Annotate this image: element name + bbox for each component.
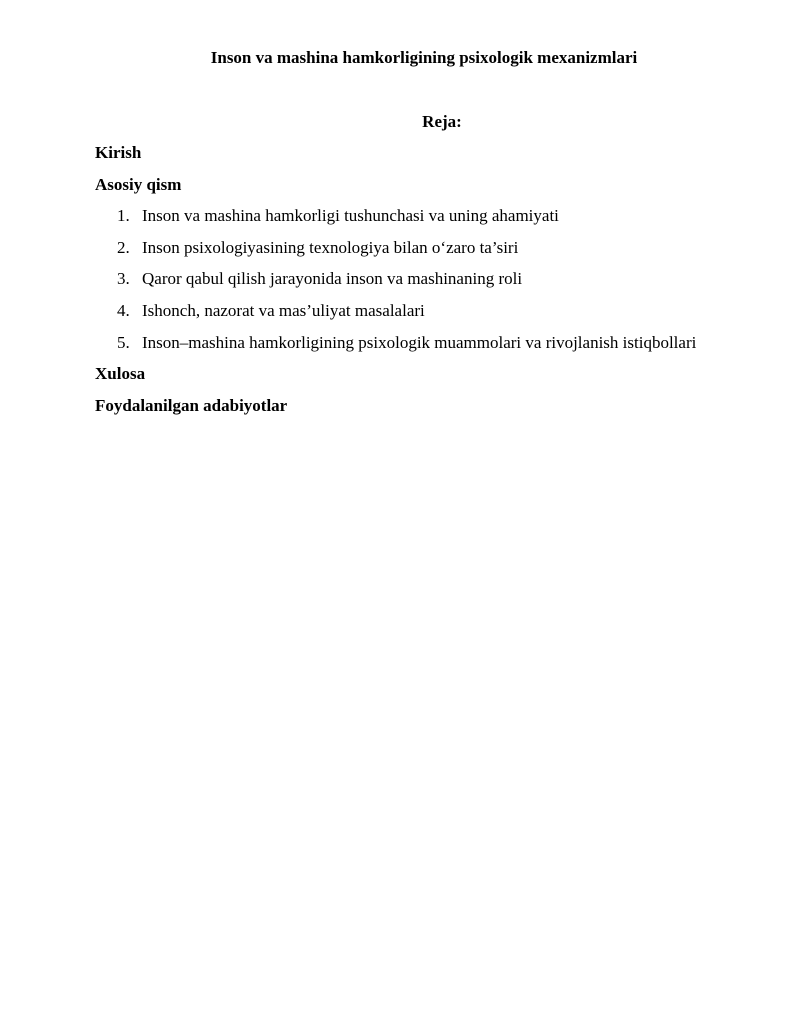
list-item-number: 3.: [117, 269, 130, 289]
section-conclusion: Xulosa: [95, 364, 146, 383]
section-main-part: Asosiy qism: [95, 175, 182, 194]
list-item-number: 1.: [117, 206, 130, 225]
list-item-text: Ishonch, nazorat va mas’uliyat masalalari: [142, 301, 425, 321]
list-item-number: 4.: [117, 301, 130, 321]
list-item-text: Qaror qabul qilish jarayonida inson va mashinaning roli: [142, 269, 523, 289]
section-intro: Kirish: [95, 143, 142, 162]
list-item-text: Inson psixologiyasining texnologiya bilan o‘zaro ta’siri: [142, 237, 519, 257]
section-references: Foydalanilgan adabiyotlar: [95, 396, 288, 415]
list-item-number: 5.: [117, 332, 130, 352]
list-item-text: Inson–mashina hamkorligining psixologik muammolari va rivojlanish istiqbollari: [142, 332, 697, 352]
list-item-text: Inson va mashina hamkorligi tushunchasi va uning ahamiyati: [142, 206, 559, 225]
document-title: Inson va mashina hamkorligining psixologik mexanizmlari: [210, 48, 638, 67]
plan-heading: Reja:: [422, 112, 462, 131]
list-item-number: 2.: [117, 237, 130, 257]
